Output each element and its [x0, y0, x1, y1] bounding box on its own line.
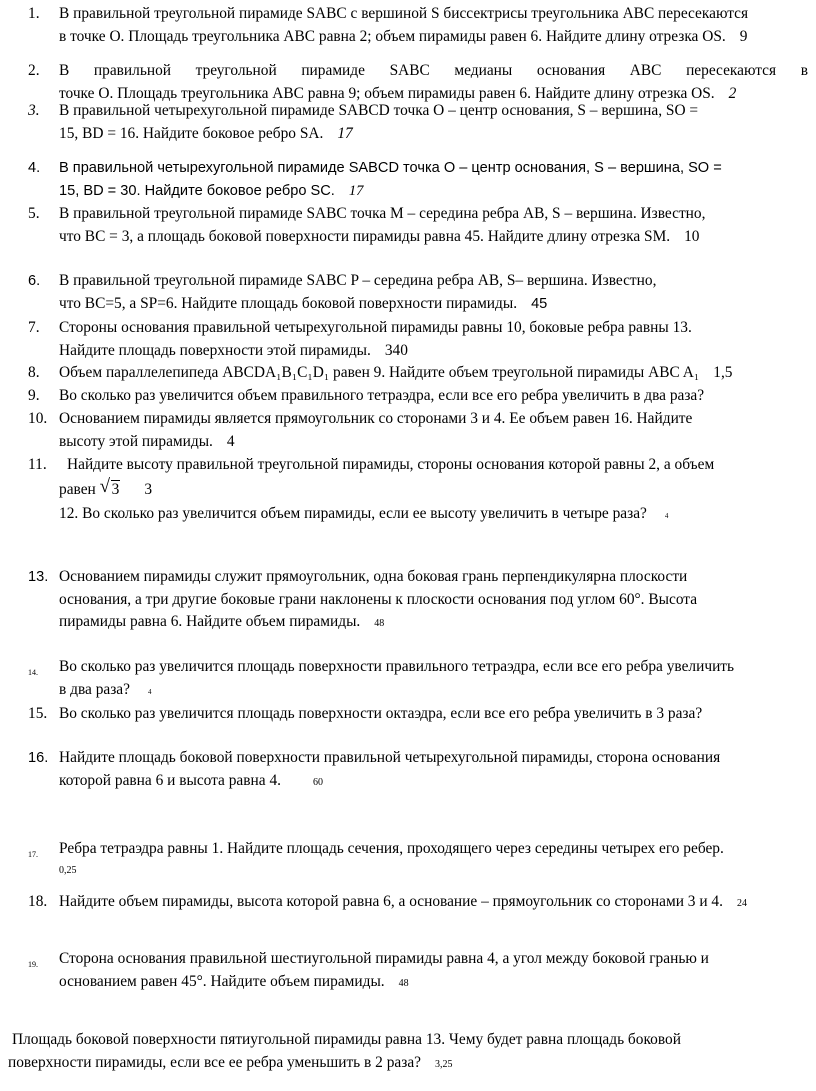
problem-number: 18.: [28, 893, 48, 910]
problem-number: 5.: [28, 205, 40, 222]
problem-number: 10.: [28, 410, 48, 427]
problem-line: [59, 340, 808, 363]
answer: 17: [348, 182, 364, 199]
answer: 60: [313, 776, 323, 788]
answer: 3: [144, 481, 153, 498]
problem-line: В правильной треугольной пирамиде SABC медианы основания ABC пересекаются в: [59, 62, 808, 79]
answer: 340: [384, 341, 408, 359]
problem-text: равен: [59, 481, 96, 498]
problem-line: Во сколько раз увеличится площадь поверхности октаэдра, если все его ребра увеличить в 3 раза?: [59, 705, 703, 722]
problem-line: [59, 226, 808, 249]
answer: 17: [337, 124, 353, 142]
problem-text: что BC = 3, а площадь боковой поверхности пирамиды равна 45. Найдите длину отрезка SM.: [59, 227, 671, 245]
radical-sign: √: [99, 476, 111, 497]
problem-number: 12.: [59, 505, 79, 522]
answer: 9: [739, 27, 748, 45]
problem-line: В правильной треугольной пирамиде SABC P – середина ребра AB, S– вершина. Известно,: [59, 272, 657, 289]
problem-text: что BC=5, а SP=6. Найдите площадь боковой поверхности пирамиды.: [59, 294, 518, 312]
square-root: [99, 476, 121, 502]
problem-line: Основанием пирамиды является прямоугольник со сторонами 3 и 4. Ее объем равен 16. Найдите: [59, 410, 693, 427]
problem-text: высоту этой пирамиды.: [59, 432, 213, 450]
problem-line: В правильной треугольной пирамиде SABC точка M – середина ребра AB, S – вершина. Известно,: [59, 205, 706, 222]
answer: 48: [398, 977, 409, 989]
problem-line: Ребра тетраэдра равны 1. Найдите площадь сечения, проходящего через середины четырех его ребер.: [59, 840, 724, 857]
answer: 45: [531, 295, 548, 312]
problem-number: 9.: [28, 387, 40, 404]
problem-number: 2.: [28, 62, 40, 79]
problem-pentagonal: [8, 1029, 808, 1076]
problem-line: [59, 431, 808, 454]
problem-line: В правильной четырехугольной пирамиде SABCD точка O – центр основания, S – вершина, SO =: [59, 102, 699, 119]
problem-line: [59, 293, 808, 316]
problem-line: [59, 123, 808, 146]
answer: 4: [147, 687, 152, 696]
problem-line: Основанием пирамиды служит прямоугольник, одна боковая грань перпендикулярна плоскости: [59, 568, 688, 585]
problem-text: которой равна 6 и высота равна 4.: [59, 771, 281, 789]
problem-number: 15.: [28, 705, 48, 722]
problem-line: [8, 1052, 808, 1077]
problem-line: [59, 770, 808, 795]
problem-number: 6.: [28, 273, 41, 289]
problem-line: [59, 891, 808, 916]
problem-line: Площадь боковой поверхности пятиугольной пирамиды равна 13. Чему будет равна площадь боковой: [12, 1031, 681, 1048]
answer: 48: [374, 618, 385, 629]
problem-text: основанием равен 45°. Найдите объем пирамиды.: [59, 972, 385, 990]
answer: 0,25: [59, 865, 77, 876]
problem-12: [59, 503, 808, 528]
problem-line: [59, 362, 808, 385]
problem-text: пирамиды равна 6. Найдите объем пирамиды.: [59, 613, 361, 630]
problem-text: Объем параллелепипеда ABCDA₁B₁C₁D₁ равен 9. Найдите объем треугольной пирамиды ABC A₁: [59, 364, 700, 381]
problem-line: [59, 971, 808, 996]
answer: 1,5: [713, 364, 733, 381]
problem-line: Сторона основания правильной шестиугольной пирамиды равна 4, а угол между боковой гранью и: [59, 950, 709, 967]
problem-line: Во сколько раз увеличится площадь поверхности правильного тетраэдра, если все его ребра увеличить: [59, 658, 735, 675]
problem-text: Найдите площадь поверхности этой пирамиды.: [59, 341, 371, 359]
problem-line: [59, 26, 808, 49]
problem-line: В правильной четырехугольной пирамиде SABCD точка O – центр основания, S – вершина, SO =: [59, 160, 722, 176]
problem-text: Найдите объем пирамиды, высота которой равна 6, а основание – прямоугольник со сторонами 3 и 4.: [59, 893, 723, 910]
problem-number: 17.: [28, 850, 38, 859]
problem-text: поверхности пирамиды, если все ее ребра уменьшить в 2 раза?: [8, 1053, 421, 1071]
problem-number: 1.: [28, 5, 40, 22]
problem-number: 4.: [28, 160, 41, 176]
problem-line: Стороны основания правильной четырехугольной пирамиды равны 10, боковые ребра равны 13.: [59, 319, 692, 336]
problem-number: 3.: [28, 102, 40, 119]
problem-text: 15, BD = 30. Найдите боковое ребро SC.: [59, 182, 335, 199]
problem-line: [59, 476, 153, 502]
problem-text: в точке O. Площадь треугольника ABC равна 2; объем пирамиды равен 6. Найдите длину отрезка OS.: [59, 27, 726, 45]
problem-text: 15, BD = 16. Найдите боковое ребро SA.: [59, 124, 324, 142]
problem-line: Найдите площадь боковой поверхности правильной четырехугольной пирамиды, сторона основания: [59, 749, 721, 766]
answer: 2: [728, 84, 737, 102]
answer: 24: [736, 898, 747, 909]
radicand: 3: [111, 481, 120, 498]
problem-number: 7.: [28, 319, 40, 336]
problem-number: 13.: [28, 569, 49, 585]
answer: 10: [684, 227, 700, 245]
problem-line: Во сколько раз увеличится объем правильного тетраэдра, если все его ребра увеличить в два раза?: [59, 387, 705, 404]
problem-line: [59, 611, 808, 636]
problem-line: В правильной треугольной пирамиде SABC с вершиной S биссектрисы треугольника ABC пересекаются: [59, 5, 749, 22]
problem-number: 16.: [28, 750, 49, 766]
problem-number: 11.: [28, 456, 47, 473]
problem-number: 8.: [28, 364, 40, 381]
answer: 3,25: [434, 1058, 453, 1070]
problem-line: основания, а три другие боковые грани наклонены к плоскости основания под углом 60°. Высота: [59, 590, 698, 608]
answer: 4: [664, 512, 669, 520]
problem-text: в два раза?: [59, 680, 130, 698]
problem-number: 19.: [28, 960, 38, 969]
problem-text: точке O. Площадь треугольника ABC равна 9; объем пирамиды равен 6. Найдите длину отрезка OS.: [59, 84, 715, 102]
problem-number: 14.: [28, 668, 38, 677]
problem-line: [59, 180, 808, 203]
problem-line: Найдите высоту правильной треугольной пирамиды, стороны основания которой равны 2, а объем: [67, 456, 715, 473]
answer: 4: [226, 432, 235, 450]
problem-line: [59, 679, 808, 704]
problem-text: Во сколько раз увеличится объем пирамиды, если ее высоту увеличить в четыре раза?: [82, 505, 647, 522]
